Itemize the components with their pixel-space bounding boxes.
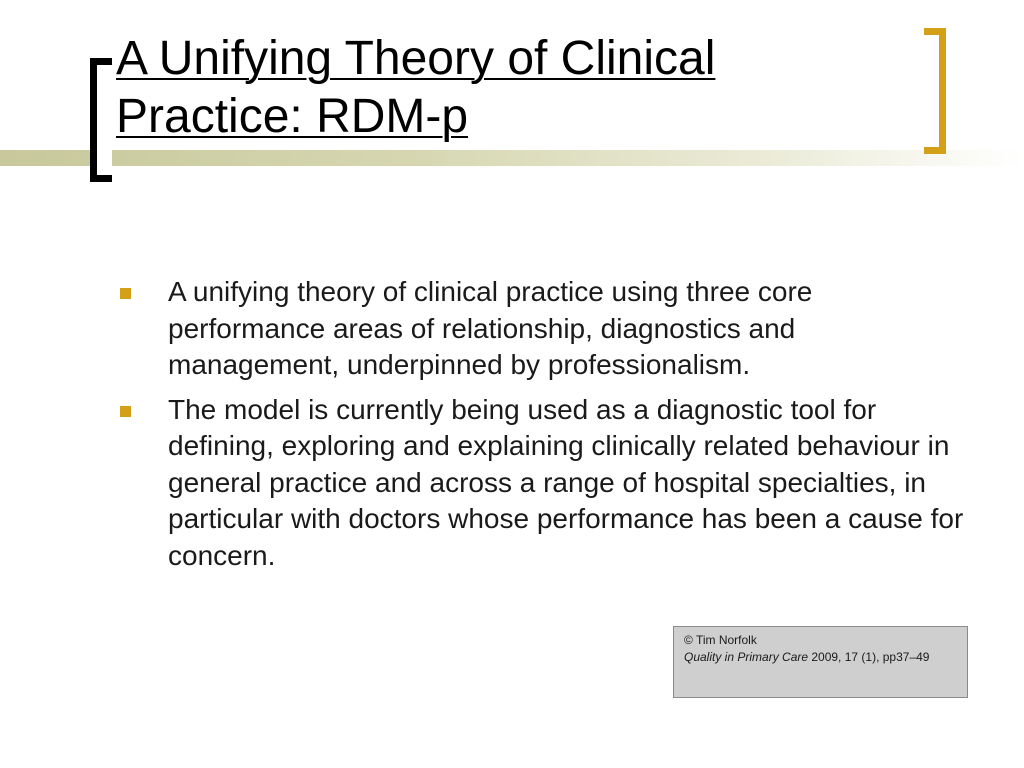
slide-title-line-1: A Unifying Theory of Clinical [116,32,716,85]
bullet-text: A unifying theory of clinical practice using three core performance areas of relationship, diagnostics and management, underpinned by professionalism. [168,276,813,380]
bracket-left-icon [90,58,112,182]
citation-journal: Quality in Primary Care [684,650,809,664]
bracket-right-icon [924,28,946,154]
bullet-item [118,392,968,575]
square-bullet-icon [120,406,131,417]
square-bullet-icon [120,288,131,299]
citation-box [673,626,968,698]
bullet-list [118,274,968,582]
citation-details: 2009, 17 (1), pp37–49 [808,650,930,664]
bullet-text: The model is currently being used as a diagnostic tool for defining, exploring and explaining clinically related behaviour in general practice and across a range of hospital specialties, in particular with doctors whose performance has been a cause for concern. [168,393,964,571]
citation-source [684,649,957,666]
slide-title-line-2: Practice: RDM-p [116,90,469,143]
bullet-item [118,274,968,384]
title-band [0,150,1024,166]
citation-author: © Tim Norfolk [684,633,757,647]
slide-title [116,30,906,146]
